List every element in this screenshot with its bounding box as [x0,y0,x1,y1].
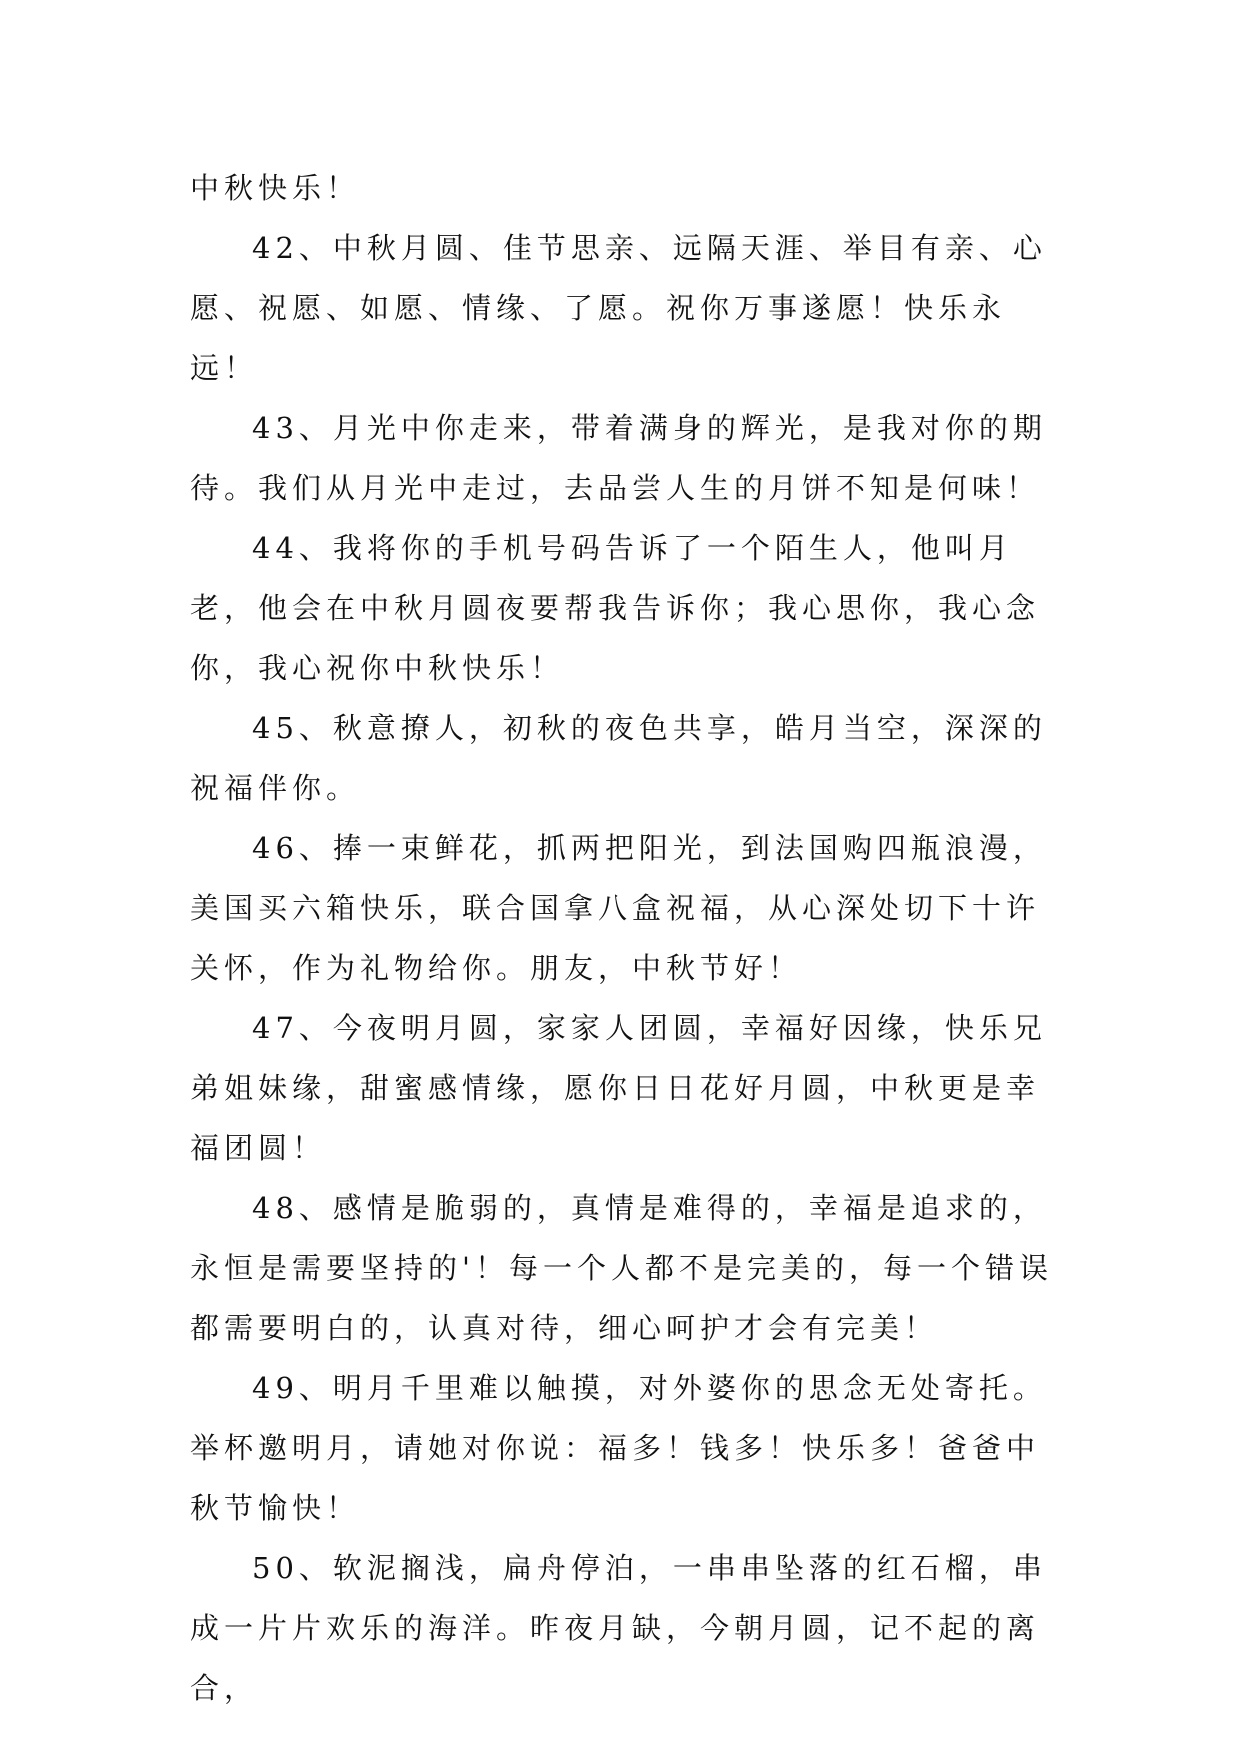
paragraph-continuation: 中秋快乐！ [190,171,361,205]
paragraph-47: 47、今夜明月圆，家家人团圆，幸福好因缘，快乐兄弟姐妹缘，甜蜜感情缘，愿你日日花好月圆，中秋更是幸福团圆！ [190,1011,1047,1165]
paragraph-46: 46、捧一束鲜花，抓两把阳光，到法国购四瓶浪漫，美国买六箱快乐，联合国拿八盒祝福，从心深处切下十许关怀，作为礼物给你。朋友，中秋节好！ [190,831,1047,985]
paragraph-44: 44、我将你的手机号码告诉了一个陌生人，他叫月老，他会在中秋月圆夜要帮我告诉你；我心思你，我心念你，我心祝你中秋快乐！ [190,531,1041,685]
paragraph-43: 43、月光中你走来，带着满身的辉光，是我对你的期待。我们从月光中走过，去品尝人生的月饼不知是何味！ [190,411,1047,505]
paragraph-49: 49、明月千里难以触摸，对外婆你的思念无处寄托。举杯邀明月，请她对你说：福多！钱多！快乐多！爸爸中秋节愉快！ [190,1371,1047,1525]
document-body [190,158,1055,1718]
paragraph-48: 48、感情是脆弱的，真情是难得的，幸福是追求的，永恒是需要坚持的'！每一个人都不是完美的，每一个错误都需要明白的，认真对待，细心呵护才会有完美！ [190,1191,1053,1345]
paragraph-45: 45、秋意撩人，初秋的夜色共享，皓月当空，深深的祝福伴你。 [190,711,1047,805]
paragraph-42: 42、中秋月圆、佳节思亲、远隔天涯、举目有亲、心愿、祝愿、如愿、情缘、了愿。祝你万事遂愿！快乐永远！ [190,231,1047,385]
paragraph-50: 50、软泥搁浅，扁舟停泊，一串串坠落的红石榴，串成一片片欢乐的海洋。昨夜月缺，今朝月圆，记不起的离合， [190,1551,1047,1705]
